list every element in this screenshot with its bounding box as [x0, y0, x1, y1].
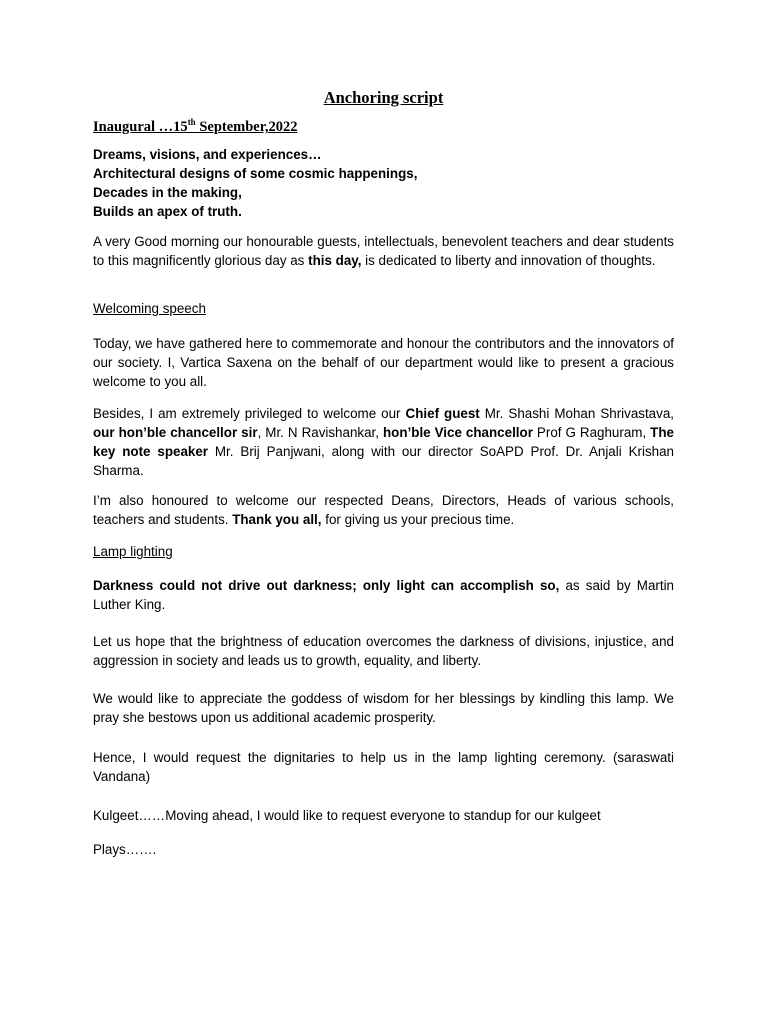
- vice-chancellor-label: hon’ble Vice chancellor: [383, 425, 533, 440]
- poem-line: Architectural designs of some cosmic happenings,: [93, 166, 418, 181]
- keynote-speaker-label: The key note speaker: [93, 425, 674, 459]
- lamp-lighting-heading: Lamp lighting: [93, 544, 173, 559]
- inaugural-ordinal-suffix: th: [187, 117, 196, 128]
- document-page: [93, 0, 674, 1024]
- greeting-bold-text: this day,: [308, 253, 362, 268]
- chief-guest-label: Chief guest: [405, 406, 480, 421]
- chancellor-label: our hon’ble chancellor sir: [93, 425, 258, 440]
- plays-paragraph: Plays…….: [93, 842, 157, 857]
- greeting-paragraph: [93, 232, 674, 270]
- welcome-text: Mr. Shashi Mohan Shrivastava,: [479, 406, 674, 421]
- lamp-quote-attribution: as said by Martin Luther King.: [93, 578, 674, 612]
- welcome-text: Besides, I am extremely privileged to welcome our: [93, 406, 406, 421]
- poem-line: Dreams, visions, and experiences…: [93, 147, 322, 162]
- inaugural-suffix: September,2022: [195, 119, 298, 135]
- greeting-text: A very Good morning our honourable guests, intellectuals, benevolent teachers and dear students to this magnificently glorious day as: [93, 234, 674, 268]
- inaugural-date-heading: [93, 118, 297, 137]
- welcome-text-end: for giving us your precious time.: [321, 512, 515, 527]
- welcome-text: , Mr. N Ravishankar,: [257, 425, 383, 440]
- lamp-quote-bold-text: Darkness could not drive out darkness; only light can accomplish so,: [93, 578, 560, 593]
- kulgeet-paragraph: Kulgeet……Moving ahead, I would like to request everyone to standup for our kulgeet: [93, 808, 601, 823]
- welcome-paragraph-3: [93, 491, 674, 529]
- welcoming-speech-heading: Welcoming speech: [93, 301, 206, 316]
- inaugural-prefix: Inaugural …15: [93, 119, 188, 135]
- poem-line: Decades in the making,: [93, 185, 242, 200]
- poem-line: Builds an apex of truth.: [93, 204, 242, 219]
- welcome-text: I’m also honoured to welcome our respected Deans, Directors, Heads of various schools, teachers and students.: [93, 493, 674, 527]
- opening-poem: [93, 145, 674, 221]
- welcome-text: Prof G Raghuram,: [532, 425, 651, 440]
- thank-you-text: Thank you all,: [232, 512, 322, 527]
- lamp-quote-paragraph: [93, 576, 674, 614]
- lamp-paragraph-2: We would like to appreciate the goddess of wisdom for her blessings by kindling this lamp. We pray she bestows upon us additional academic prosperity.: [93, 691, 674, 725]
- lamp-paragraph-3: Hence, I would request the dignitaries to help us in the lamp lighting ceremony. (saraswati Vandana): [93, 750, 674, 784]
- welcome-paragraph-1: Today, we have gathered here to commemorate and honour the contributors and the innovators of our society. I, Vartica Saxena on the behalf of our department would like to present a gracious welcome to you all.: [93, 336, 674, 389]
- document-title: Anchoring script: [323, 88, 444, 107]
- welcome-paragraph-2: [93, 404, 674, 480]
- welcome-text: Mr. Brij Panjwani, along with our director SoAPD Prof. Dr. Anjali Krishan Sharma.: [93, 444, 674, 478]
- greeting-text-end: is dedicated to liberty and innovation of thoughts.: [361, 253, 656, 268]
- lamp-paragraph-1: Let us hope that the brightness of education overcomes the darkness of divisions, injustice, and aggression in society and leads us to growth, equality, and liberty.: [93, 634, 674, 668]
